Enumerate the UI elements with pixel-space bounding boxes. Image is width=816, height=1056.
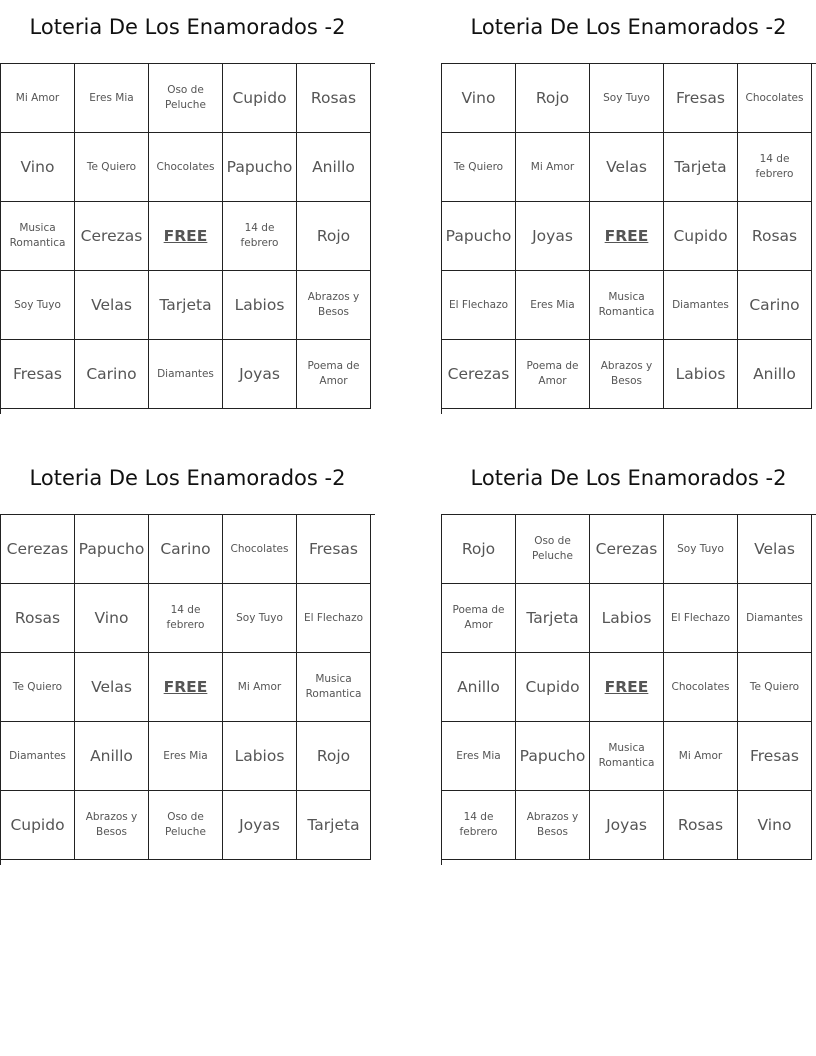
card-cell: Soy Tuyo [664, 515, 738, 584]
card-cell: Papucho [516, 722, 590, 791]
card-cell: Fresas [738, 722, 812, 791]
bingo-card-1 [0, 8, 375, 387]
card-cell: Eres Mia [516, 271, 590, 340]
card-cell: Rosas [297, 64, 371, 133]
card-title: Loteria De Los Enamorados -2 [29, 15, 346, 39]
card-cell: Vino [1, 133, 75, 202]
card-cell: Poema de Amor [516, 340, 590, 409]
card-cell: Abrazos y Besos [516, 791, 590, 860]
card-cell: Rojo [516, 64, 590, 133]
card-cell: Te Quiero [738, 653, 812, 722]
card-cell: Rosas [738, 202, 812, 271]
card-cell: Joyas [590, 791, 664, 860]
card-cell: Anillo [738, 340, 812, 409]
card-cell: Anillo [442, 653, 516, 722]
card-cell: Soy Tuyo [223, 584, 297, 653]
card-cell: Carino [75, 340, 149, 409]
card-cell: Musica Romantica [590, 271, 664, 340]
card-cell: Vino [442, 64, 516, 133]
card-cell: Anillo [297, 133, 371, 202]
card-cell: Rosas [1, 584, 75, 653]
card-cell: Tarjeta [664, 133, 738, 202]
card-cell: 14 de febrero [149, 584, 223, 653]
card-title: Loteria De Los Enamorados -2 [29, 466, 346, 490]
card-cell: Oso de Peluche [149, 791, 223, 860]
card-cell: Papucho [223, 133, 297, 202]
card-cell: Diamantes [664, 271, 738, 340]
card-cell: Fresas [297, 515, 371, 584]
card-grid [0, 63, 375, 414]
free-space: FREE [590, 202, 664, 271]
card-cell: Poema de Amor [442, 584, 516, 653]
card-grid [0, 514, 375, 865]
card-cell: Chocolates [738, 64, 812, 133]
card-cell: Eres Mia [442, 722, 516, 791]
card-cell: Diamantes [149, 340, 223, 409]
free-space: FREE [149, 202, 223, 271]
card-cell: Velas [590, 133, 664, 202]
card-cell: Soy Tuyo [1, 271, 75, 340]
card-cell: Musica Romantica [590, 722, 664, 791]
card-cell: Velas [75, 271, 149, 340]
card-cell: Carino [738, 271, 812, 340]
card-cell: Musica Romantica [297, 653, 371, 722]
card-cell: Musica Romantica [1, 202, 75, 271]
card-cell: Chocolates [664, 653, 738, 722]
card-cell: Velas [738, 515, 812, 584]
card-cell: 14 de febrero [738, 133, 812, 202]
card-cell: Anillo [75, 722, 149, 791]
card-cell: Labios [664, 340, 738, 409]
card-cell: Cupido [664, 202, 738, 271]
card-cell: Velas [75, 653, 149, 722]
card-cell: 14 de febrero [223, 202, 297, 271]
card-cell: Rosas [664, 791, 738, 860]
card-title: Loteria De Los Enamorados -2 [470, 15, 787, 39]
card-cell: Eres Mia [149, 722, 223, 791]
card-cell: Carino [149, 515, 223, 584]
card-cell: El Flechazo [442, 271, 516, 340]
card-cell: Labios [590, 584, 664, 653]
card-cell: Rojo [297, 722, 371, 791]
card-cell: Labios [223, 722, 297, 791]
card-cell: Mi Amor [1, 64, 75, 133]
card-cell: Cerezas [590, 515, 664, 584]
card-grid [441, 63, 816, 414]
card-cell: Rojo [442, 515, 516, 584]
card-cell: Soy Tuyo [590, 64, 664, 133]
bingo-card-3 [0, 459, 375, 838]
card-cell: Te Quiero [1, 653, 75, 722]
card-cell: Chocolates [223, 515, 297, 584]
card-cell: Oso de Peluche [149, 64, 223, 133]
card-cell: Rojo [297, 202, 371, 271]
card-cell: Cerezas [75, 202, 149, 271]
free-space: FREE [590, 653, 664, 722]
card-cell: Abrazos y Besos [297, 271, 371, 340]
card-cell: Eres Mia [75, 64, 149, 133]
card-cell: Cupido [223, 64, 297, 133]
card-cell: Oso de Peluche [516, 515, 590, 584]
card-cell: Vino [75, 584, 149, 653]
card-cell: Te Quiero [442, 133, 516, 202]
bingo-card-2 [441, 8, 816, 387]
bingo-card-4 [441, 459, 816, 838]
card-cell: Poema de Amor [297, 340, 371, 409]
card-cell: Abrazos y Besos [75, 791, 149, 860]
card-cell: Chocolates [149, 133, 223, 202]
card-cell: El Flechazo [664, 584, 738, 653]
card-cell: Fresas [1, 340, 75, 409]
free-space: FREE [149, 653, 223, 722]
card-cell: El Flechazo [297, 584, 371, 653]
card-grid [441, 514, 816, 865]
card-cell: Vino [738, 791, 812, 860]
card-cell: Tarjeta [149, 271, 223, 340]
card-cell: Joyas [223, 791, 297, 860]
card-cell: Cerezas [442, 340, 516, 409]
card-cell: Mi Amor [223, 653, 297, 722]
card-cell: Cupido [516, 653, 590, 722]
card-title: Loteria De Los Enamorados -2 [470, 466, 787, 490]
card-cell: Tarjeta [516, 584, 590, 653]
card-cell: 14 de febrero [442, 791, 516, 860]
card-cell: Diamantes [1, 722, 75, 791]
card-cell: Joyas [223, 340, 297, 409]
card-cell: Cerezas [1, 515, 75, 584]
card-cell: Papucho [75, 515, 149, 584]
card-cell: Diamantes [738, 584, 812, 653]
card-cell: Mi Amor [516, 133, 590, 202]
card-cell: Cupido [1, 791, 75, 860]
card-cell: Te Quiero [75, 133, 149, 202]
card-cell: Mi Amor [664, 722, 738, 791]
card-cell: Abrazos y Besos [590, 340, 664, 409]
card-cell: Joyas [516, 202, 590, 271]
card-cell: Labios [223, 271, 297, 340]
card-cell: Papucho [442, 202, 516, 271]
card-cell: Tarjeta [297, 791, 371, 860]
card-cell: Fresas [664, 64, 738, 133]
